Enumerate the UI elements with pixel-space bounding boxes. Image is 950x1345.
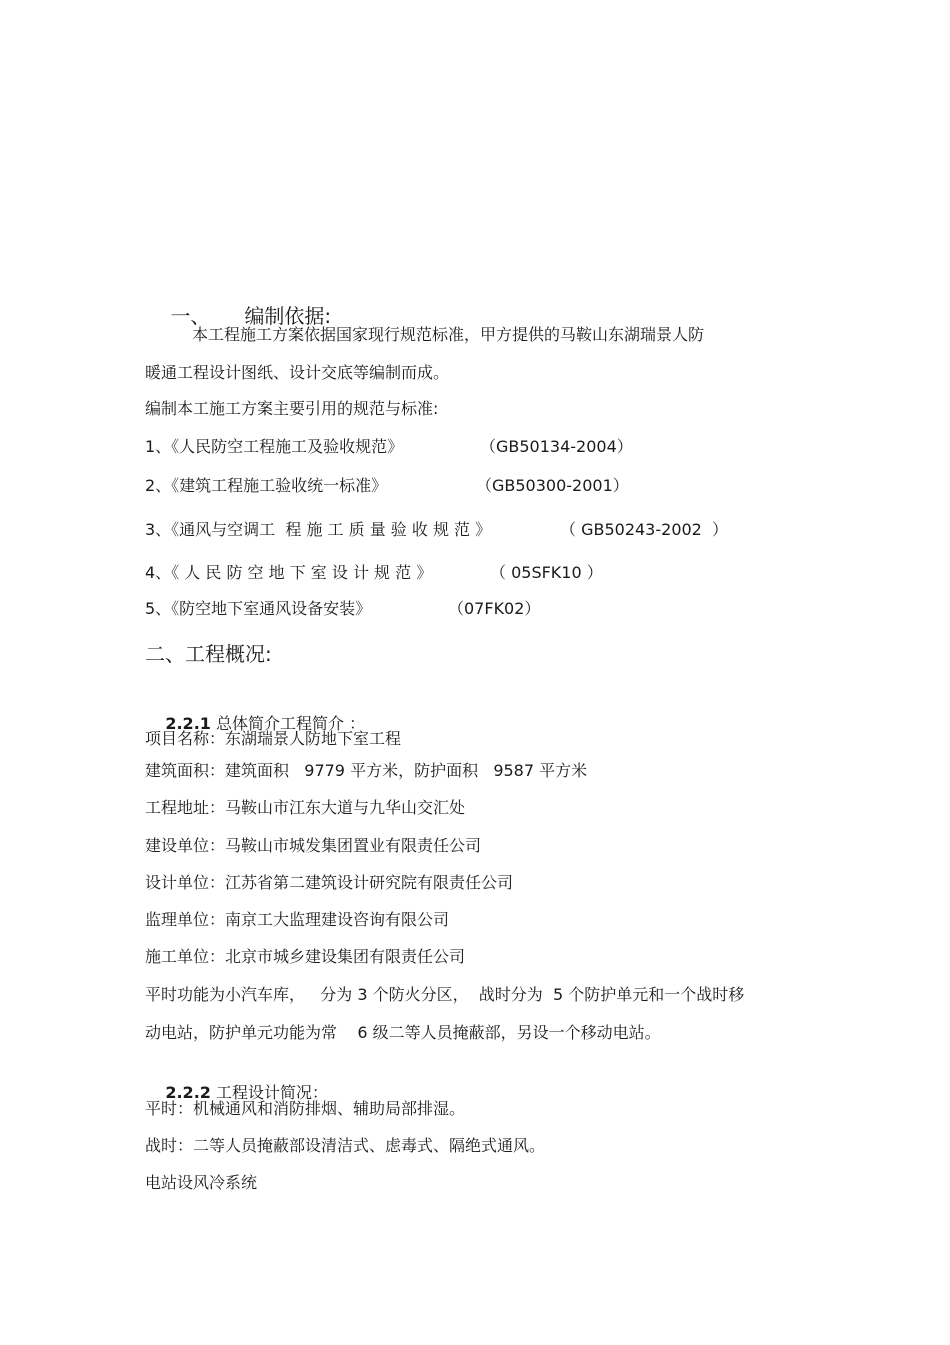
supervision-unit: 监理单位：南京工大监理建设咨询有限公司 [145, 910, 450, 929]
section1-heading-text: 编制依据: [244, 304, 332, 328]
function-description-line1: 平时功能为小汽车库， 分为 3 个防火分区， 战时分为 5 个防护单元和一个战时移 [145, 985, 745, 1004]
section1-heading-number: 一、 [170, 304, 211, 328]
building-area: 建筑面积：建筑面积 9779 平方米，防护面积 9587 平方米 [145, 761, 588, 780]
standard-code-2: （GB50300-2001） [476, 476, 629, 495]
wartime-ventilation: 战时：二等人员掩蔽部设清洁式、虑毒式、隔绝式通风。 [145, 1136, 546, 1155]
standard-code-3: （ GB50243-2002 ） [560, 520, 729, 539]
design-unit: 设计单位：江苏省第二建筑设计研究院有限责任公司 [145, 873, 514, 892]
section1-paragraph-line2: 暖通工程设计图纸、设计交底等编制而成。 [145, 363, 450, 382]
subsection-2-2-2-text: 工程设计简况： [210, 1083, 328, 1102]
section1-paragraph-line1: 本工程施工方案依据国家现行规范标准，甲方提供的马鞍山东湖瑞景人防 [192, 325, 705, 344]
construction-owner: 建设单位：马鞍山市城发集团置业有限责任公司 [145, 836, 482, 855]
section2-heading: 二、工程概况: [145, 642, 272, 666]
project-name: 项目名称：东湖瑞景人防地下室工程 [145, 729, 402, 748]
power-station-system: 电站设风冷系统 [145, 1173, 258, 1192]
standard-item-2: 2、《建筑工程施工验收统一标准》 [145, 476, 388, 495]
standard-item-5: 5、《防空地下室通风设备安装》 [145, 599, 372, 618]
standard-code-5: （07FK02） [448, 599, 541, 618]
standard-code-1: （GB50134-2004） [480, 437, 633, 456]
standards-intro: 编制本工施工方案主要引用的规范与标准: [145, 399, 439, 418]
standard-item-3: 3、《通风与空调工 程 施 工 质 量 验 收 规 范 》 [145, 520, 492, 539]
standard-item-1: 1、《人民防空工程施工及验收规范》 [145, 437, 404, 456]
standard-code-4: （ 05SFK10 ） [490, 563, 603, 582]
subsection-2-2-2-number: 2.2.2 [165, 1083, 211, 1102]
construction-unit: 施工单位：北京市城乡建设集团有限责任公司 [145, 947, 466, 966]
subsection-2-2-1-number: 2.2.1 [165, 714, 211, 733]
peacetime-ventilation: 平时：机械通风和消防排烟、辅助局部排湿。 [145, 1099, 466, 1118]
project-address: 工程地址：马鞍山市江东大道与九华山交汇处 [145, 798, 466, 817]
function-description-line2: 动电站，防护单元功能为常 6 级二等人员掩蔽部，另设一个移动电站。 [145, 1023, 661, 1042]
subsection-2-2-1-text: 总体简介工程简介 ： [210, 714, 366, 733]
standard-item-4: 4、《 人 民 防 空 地 下 室 设 计 规 范 》 [145, 563, 433, 582]
